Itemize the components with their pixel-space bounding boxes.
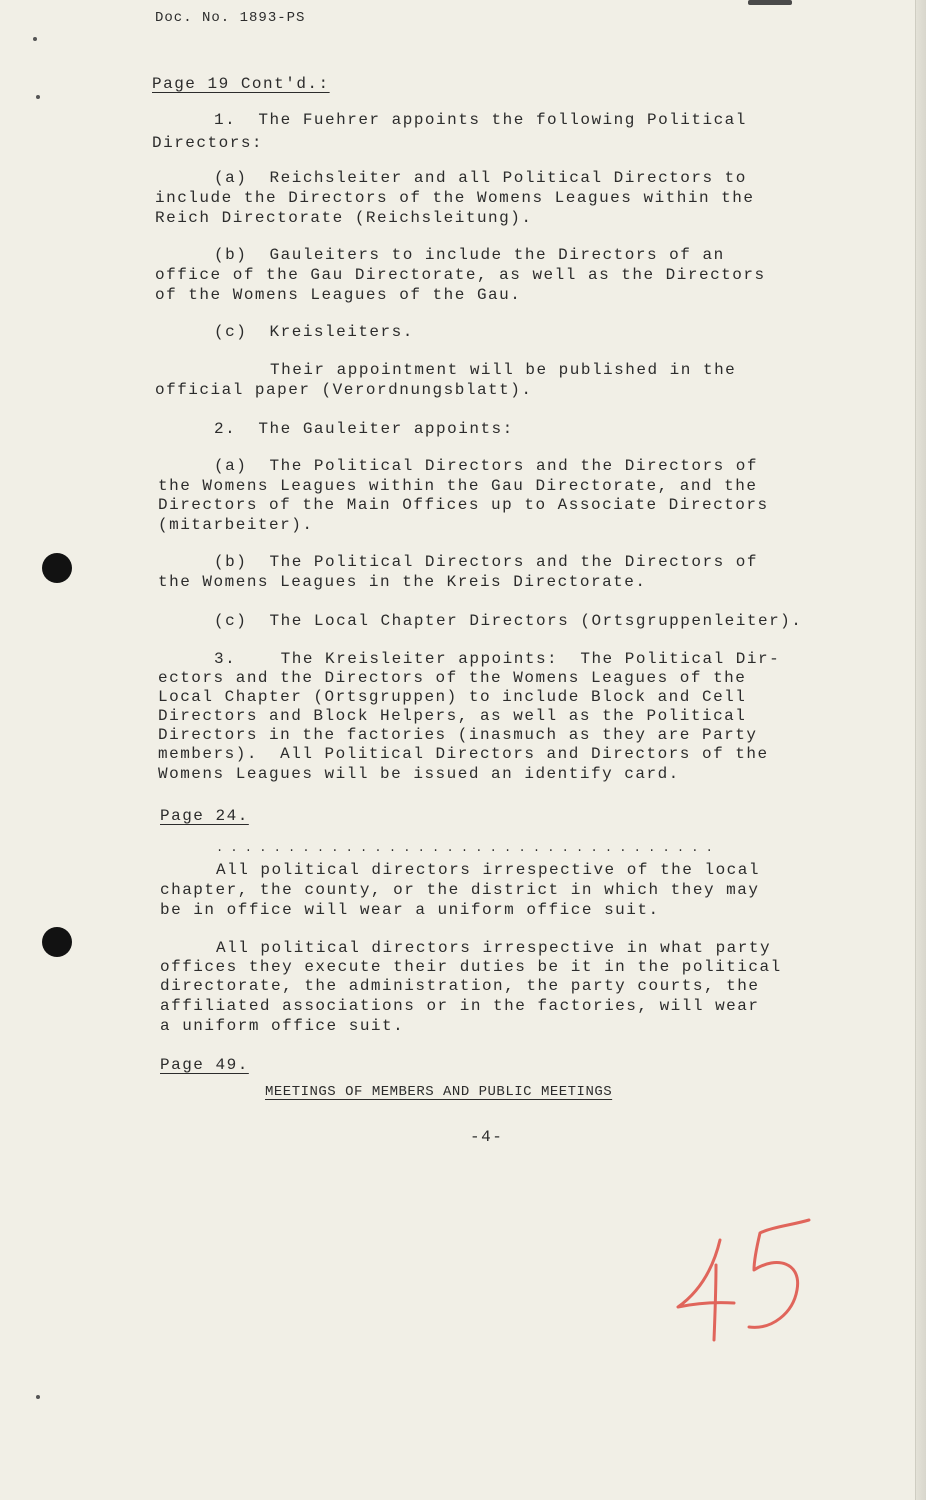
- paper-edge: [915, 0, 926, 1500]
- item-2-line: 2. The Gauleiter appoints:: [214, 420, 514, 438]
- item-1b-line: (b) Gauleiters to include the Directors of an: [214, 246, 725, 264]
- item-1-line: 1. The Fuehrer appoints the following Political: [214, 111, 747, 129]
- item-3-line: Womens Leagues will be issued an identify card.: [158, 765, 680, 783]
- page-49-heading: Page 49.: [160, 1056, 249, 1074]
- item-3-line: Directors and Block Helpers, as well as the Political: [158, 707, 747, 725]
- page-49-title: MEETINGS OF MEMBERS AND PUBLIC MEETINGS: [265, 1084, 613, 1100]
- page-24-paragraph-line: chapter, the county, or the district in which they may: [160, 881, 760, 899]
- item-1b-line: of the Womens Leagues of the Gau.: [155, 286, 522, 304]
- item-1c: (c) Kreisleiters.: [214, 323, 414, 341]
- item-1-line: Directors:: [152, 134, 264, 152]
- item-2b-line: (b) The Political Directors and the Directors of: [214, 553, 758, 571]
- page-24-paragraph-line: All political directors irrespective of the local: [216, 861, 760, 879]
- page-24-paragraph-line: a uniform office suit.: [160, 1017, 405, 1035]
- item-1a-line: Reich Directorate (Reichsleitung).: [155, 209, 533, 227]
- speck: [36, 1395, 40, 1399]
- item-3-line: Local Chapter (Ortsgruppen) to include Block and Cell: [158, 688, 747, 706]
- appointment-line: official paper (Verordnungsblatt).: [155, 381, 533, 399]
- item-1b-line: office of the Gau Directorate, as well as the Directors: [155, 266, 766, 284]
- item-3-line: members). All Political Directors and Directors of the: [158, 745, 769, 763]
- item-3-line: Directors in the factories (inasmuch as they are Party: [158, 726, 758, 744]
- item-2a-line: Directors of the Main Offices up to Associate Directors: [158, 496, 769, 514]
- item-1a-line: (a) Reichsleiter and all Political Directors to: [214, 169, 747, 187]
- doc-number: Doc. No. 1893-PS: [155, 10, 306, 26]
- page-24-paragraph-line: be in office will wear a uniform office suit.: [160, 901, 660, 919]
- punch-hole-lower: [42, 927, 72, 957]
- appointment-line: Their appointment will be published in the: [270, 361, 737, 379]
- top-smudge: [748, 0, 792, 5]
- speck: [36, 95, 40, 99]
- item-2a-line: the Womens Leagues within the Gau Directorate, and the: [158, 477, 758, 495]
- item-2c-line: (c) The Local Chapter Directors (Ortsgruppenleiter).: [214, 612, 803, 630]
- ellipsis-dots: . . . . . . . . . . . . . . . . . . . . . . . . . . . . . . . . . . .: [216, 841, 713, 855]
- page-24-paragraph-line: offices they execute their duties be it in the political: [160, 958, 782, 976]
- page-24-paragraph-line: All political directors irrespective in what party: [216, 939, 772, 957]
- item-2a-line: (mitarbeiter).: [158, 516, 314, 534]
- page-24-paragraph-line: directorate, the administration, the party courts, the: [160, 977, 760, 995]
- page-19-heading: Page 19 Cont'd.:: [152, 75, 330, 93]
- handwritten-45-glyph: [672, 1215, 822, 1345]
- punch-hole-upper: [42, 553, 72, 583]
- handwritten-folio-number: [672, 1215, 822, 1350]
- page-24-heading: Page 24.: [160, 807, 249, 825]
- item-2b-line: the Womens Leagues in the Kreis Directorate.: [158, 573, 647, 591]
- item-1a-line: include the Directors of the Womens Leagues within the: [155, 189, 755, 207]
- speck: [33, 37, 37, 41]
- page-number: -4-: [470, 1128, 504, 1146]
- item-3-line: 3. The Kreisleiter appoints: The Political Dir-: [214, 650, 781, 668]
- item-2a-line: (a) The Political Directors and the Directors of: [214, 457, 758, 475]
- page-24-paragraph-line: affiliated associations or in the factories, will wear: [160, 997, 760, 1015]
- item-3-line: ectors and the Directors of the Womens Leagues of the: [158, 669, 747, 687]
